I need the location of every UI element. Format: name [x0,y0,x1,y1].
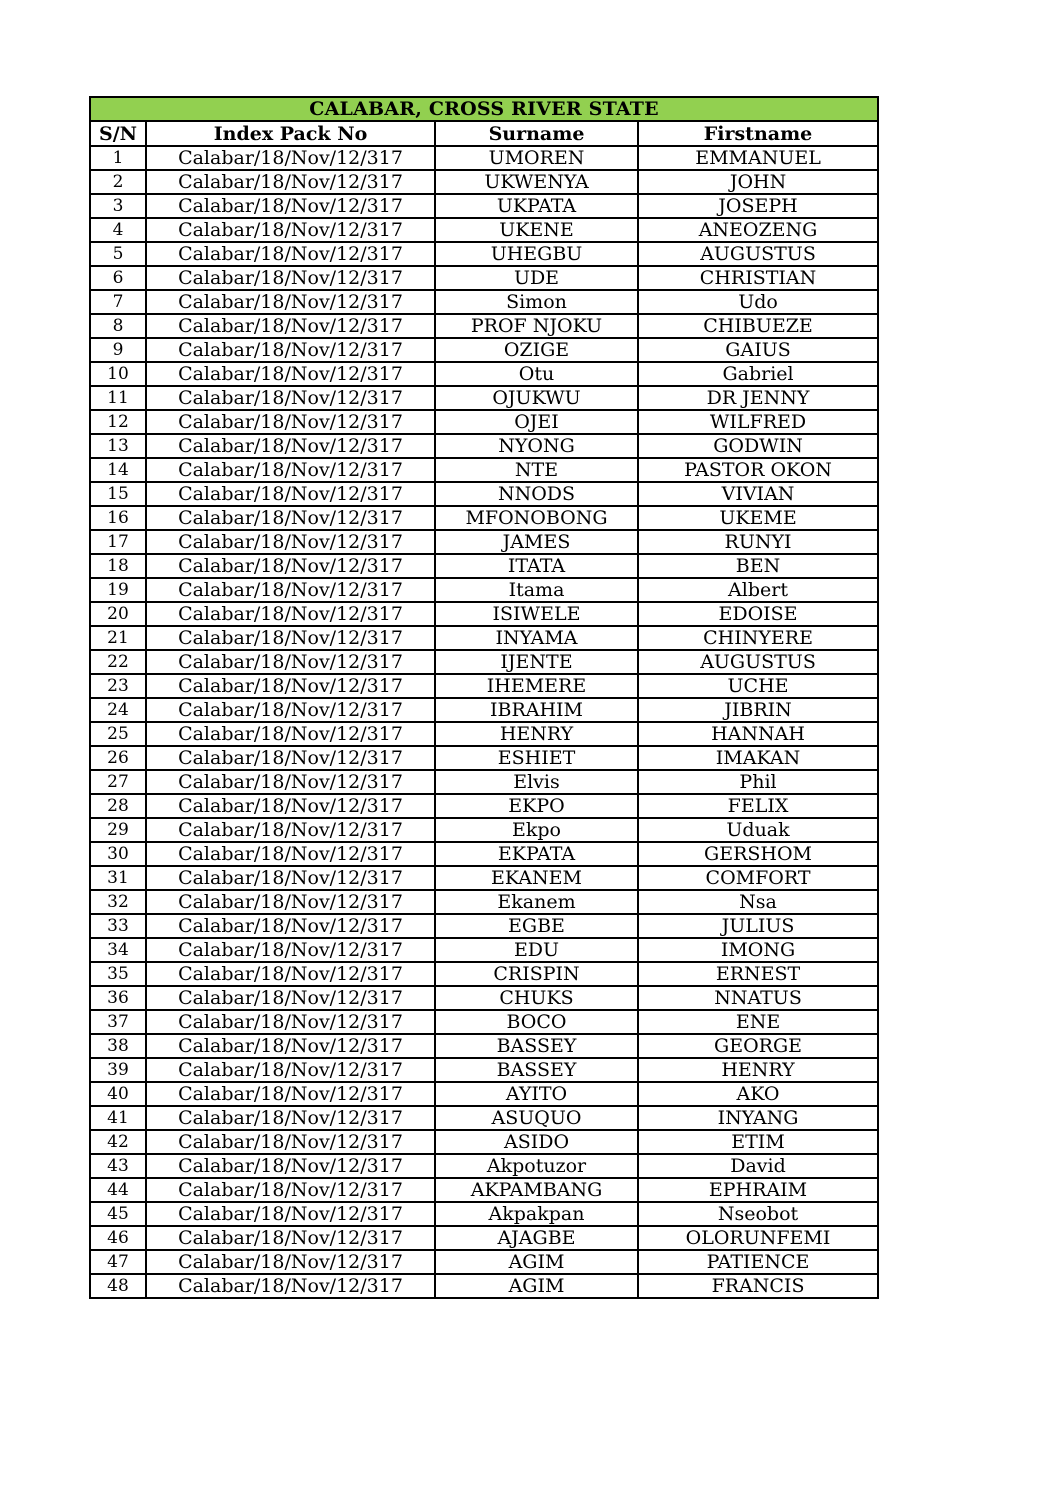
table-row [90,314,878,338]
cell-sn: 28 [90,794,146,818]
cell-firstname: FELIX [638,794,878,818]
table-row [90,146,878,170]
column-header-sn: S/N [90,121,146,146]
table-row [90,842,878,866]
cell-sn: 41 [90,1106,146,1130]
cell-sn: 5 [90,242,146,266]
cell-index-pack-no: Calabar/18/Nov/12/317 [146,362,435,386]
cell-surname: PROF NJOKU [435,314,638,338]
cell-firstname: FRANCIS [638,1274,878,1298]
cell-index-pack-no: Calabar/18/Nov/12/317 [146,842,435,866]
cell-surname: ASIDO [435,1130,638,1154]
cell-index-pack-no: Calabar/18/Nov/12/317 [146,578,435,602]
table-row [90,458,878,482]
cell-index-pack-no: Calabar/18/Nov/12/317 [146,818,435,842]
table-row [90,554,878,578]
cell-surname: OJEI [435,410,638,434]
cell-surname: Elvis [435,770,638,794]
cell-surname: Ekanem [435,890,638,914]
column-header-firstname: Firstname [638,121,878,146]
cell-sn: 4 [90,218,146,242]
cell-firstname: IMONG [638,938,878,962]
cell-firstname: VIVIAN [638,482,878,506]
table-row [90,1202,878,1226]
table-row [90,1130,878,1154]
cell-index-pack-no: Calabar/18/Nov/12/317 [146,890,435,914]
cell-surname: AGIM [435,1274,638,1298]
cell-index-pack-no: Calabar/18/Nov/12/317 [146,1274,435,1298]
cell-index-pack-no: Calabar/18/Nov/12/317 [146,170,435,194]
table-row [90,266,878,290]
cell-firstname: Nsa [638,890,878,914]
cell-sn: 29 [90,818,146,842]
table-row [90,866,878,890]
table-row [90,410,878,434]
cell-sn: 27 [90,770,146,794]
cell-firstname: ERNEST [638,962,878,986]
cell-firstname: OLORUNFEMI [638,1226,878,1250]
table-row [90,746,878,770]
cell-index-pack-no: Calabar/18/Nov/12/317 [146,698,435,722]
cell-firstname: GAIUS [638,338,878,362]
cell-index-pack-no: Calabar/18/Nov/12/317 [146,242,435,266]
cell-index-pack-no: Calabar/18/Nov/12/317 [146,914,435,938]
table-row [90,386,878,410]
table-row [90,482,878,506]
table-row [90,986,878,1010]
cell-firstname: JIBRIN [638,698,878,722]
cell-surname: EKANEM [435,866,638,890]
cell-firstname: HANNAH [638,722,878,746]
table-row [90,818,878,842]
cell-sn: 19 [90,578,146,602]
cell-surname: Itama [435,578,638,602]
table-row [90,290,878,314]
cell-firstname: JOSEPH [638,194,878,218]
cell-firstname: IMAKAN [638,746,878,770]
cell-index-pack-no: Calabar/18/Nov/12/317 [146,1082,435,1106]
cell-firstname: EMMANUEL [638,146,878,170]
cell-index-pack-no: Calabar/18/Nov/12/317 [146,986,435,1010]
cell-sn: 22 [90,650,146,674]
cell-sn: 8 [90,314,146,338]
cell-surname: UKENE [435,218,638,242]
cell-surname: BOCO [435,1010,638,1034]
cell-index-pack-no: Calabar/18/Nov/12/317 [146,266,435,290]
cell-sn: 10 [90,362,146,386]
cell-sn: 2 [90,170,146,194]
cell-sn: 9 [90,338,146,362]
cell-firstname: BEN [638,554,878,578]
cell-firstname: David [638,1154,878,1178]
cell-sn: 20 [90,602,146,626]
table-row [90,506,878,530]
cell-surname: OJUKWU [435,386,638,410]
table-row [90,1010,878,1034]
cell-firstname: JOHN [638,170,878,194]
column-header-index-pack-no: Index Pack No [146,121,435,146]
cell-sn: 25 [90,722,146,746]
cell-index-pack-no: Calabar/18/Nov/12/317 [146,434,435,458]
cell-sn: 32 [90,890,146,914]
cell-sn: 45 [90,1202,146,1226]
table-body [90,146,878,1298]
table-row [90,962,878,986]
cell-sn: 23 [90,674,146,698]
data-table [89,96,879,1299]
cell-firstname: GERSHOM [638,842,878,866]
cell-sn: 31 [90,866,146,890]
cell-index-pack-no: Calabar/18/Nov/12/317 [146,770,435,794]
table-row [90,242,878,266]
cell-sn: 7 [90,290,146,314]
cell-index-pack-no: Calabar/18/Nov/12/317 [146,314,435,338]
cell-index-pack-no: Calabar/18/Nov/12/317 [146,290,435,314]
cell-sn: 18 [90,554,146,578]
cell-index-pack-no: Calabar/18/Nov/12/317 [146,458,435,482]
table-row [90,1274,878,1298]
cell-surname: IBRAHIM [435,698,638,722]
cell-surname: HENRY [435,722,638,746]
cell-index-pack-no: Calabar/18/Nov/12/317 [146,194,435,218]
cell-surname: AYITO [435,1082,638,1106]
cell-firstname: ETIM [638,1130,878,1154]
table-row [90,1034,878,1058]
table-row [90,1178,878,1202]
cell-index-pack-no: Calabar/18/Nov/12/317 [146,1130,435,1154]
cell-firstname: RUNYI [638,530,878,554]
cell-sn: 13 [90,434,146,458]
cell-index-pack-no: Calabar/18/Nov/12/317 [146,1106,435,1130]
cell-index-pack-no: Calabar/18/Nov/12/317 [146,602,435,626]
table-row [90,578,878,602]
cell-index-pack-no: Calabar/18/Nov/12/317 [146,1034,435,1058]
cell-surname: UKWENYA [435,170,638,194]
cell-index-pack-no: Calabar/18/Nov/12/317 [146,554,435,578]
table-row [90,218,878,242]
cell-surname: BASSEY [435,1034,638,1058]
cell-index-pack-no: Calabar/18/Nov/12/317 [146,650,435,674]
cell-surname: NYONG [435,434,638,458]
cell-firstname: Nseobot [638,1202,878,1226]
cell-firstname: AUGUSTUS [638,242,878,266]
table-row [90,1058,878,1082]
cell-surname: BASSEY [435,1058,638,1082]
cell-firstname: CHINYERE [638,626,878,650]
cell-index-pack-no: Calabar/18/Nov/12/317 [146,482,435,506]
cell-index-pack-no: Calabar/18/Nov/12/317 [146,626,435,650]
table-row [90,338,878,362]
title-row [90,97,878,121]
table-row [90,1154,878,1178]
table-row [90,890,878,914]
cell-surname: IJENTE [435,650,638,674]
table-row [90,650,878,674]
column-header-surname: Surname [435,121,638,146]
cell-surname: AJAGBE [435,1226,638,1250]
cell-surname: MFONOBONG [435,506,638,530]
cell-index-pack-no: Calabar/18/Nov/12/317 [146,218,435,242]
cell-index-pack-no: Calabar/18/Nov/12/317 [146,1202,435,1226]
cell-firstname: JULIUS [638,914,878,938]
cell-firstname: AKO [638,1082,878,1106]
cell-sn: 1 [90,146,146,170]
header-row [90,121,878,146]
cell-firstname: WILFRED [638,410,878,434]
table-row [90,1250,878,1274]
cell-firstname: AUGUSTUS [638,650,878,674]
cell-firstname: UCHE [638,674,878,698]
cell-index-pack-no: Calabar/18/Nov/12/317 [146,1154,435,1178]
table-row [90,1106,878,1130]
cell-index-pack-no: Calabar/18/Nov/12/317 [146,146,435,170]
cell-sn: 6 [90,266,146,290]
cell-sn: 42 [90,1130,146,1154]
cell-surname: UMOREN [435,146,638,170]
table-row [90,530,878,554]
cell-firstname: COMFORT [638,866,878,890]
cell-sn: 30 [90,842,146,866]
cell-firstname: PASTOR OKON [638,458,878,482]
cell-surname: ITATA [435,554,638,578]
cell-index-pack-no: Calabar/18/Nov/12/317 [146,722,435,746]
cell-sn: 21 [90,626,146,650]
cell-firstname: CHIBUEZE [638,314,878,338]
cell-surname: OZIGE [435,338,638,362]
cell-surname: Akpotuzor [435,1154,638,1178]
table-row [90,434,878,458]
cell-firstname: NNATUS [638,986,878,1010]
cell-firstname: HENRY [638,1058,878,1082]
cell-index-pack-no: Calabar/18/Nov/12/317 [146,938,435,962]
cell-sn: 24 [90,698,146,722]
cell-index-pack-no: Calabar/18/Nov/12/317 [146,386,435,410]
cell-surname: UDE [435,266,638,290]
cell-index-pack-no: Calabar/18/Nov/12/317 [146,338,435,362]
cell-index-pack-no: Calabar/18/Nov/12/317 [146,746,435,770]
cell-surname: UKPATA [435,194,638,218]
cell-firstname: GEORGE [638,1034,878,1058]
table-row [90,938,878,962]
cell-firstname: EDOISE [638,602,878,626]
cell-sn: 14 [90,458,146,482]
cell-firstname: GODWIN [638,434,878,458]
table-row [90,698,878,722]
cell-surname: NTE [435,458,638,482]
cell-firstname: Uduak [638,818,878,842]
cell-index-pack-no: Calabar/18/Nov/12/317 [146,962,435,986]
cell-firstname: UKEME [638,506,878,530]
cell-surname: EKPATA [435,842,638,866]
cell-index-pack-no: Calabar/18/Nov/12/317 [146,1250,435,1274]
table-row [90,626,878,650]
cell-sn: 12 [90,410,146,434]
table-title: CALABAR, CROSS RIVER STATE [90,97,878,121]
cell-sn: 17 [90,530,146,554]
cell-index-pack-no: Calabar/18/Nov/12/317 [146,1178,435,1202]
cell-index-pack-no: Calabar/18/Nov/12/317 [146,866,435,890]
cell-index-pack-no: Calabar/18/Nov/12/317 [146,1058,435,1082]
cell-sn: 16 [90,506,146,530]
cell-index-pack-no: Calabar/18/Nov/12/317 [146,794,435,818]
cell-index-pack-no: Calabar/18/Nov/12/317 [146,410,435,434]
cell-surname: EDU [435,938,638,962]
table-row [90,794,878,818]
cell-surname: AKPAMBANG [435,1178,638,1202]
cell-firstname: ANEOZENG [638,218,878,242]
cell-index-pack-no: Calabar/18/Nov/12/317 [146,506,435,530]
cell-firstname: PATIENCE [638,1250,878,1274]
cell-surname: EKPO [435,794,638,818]
cell-surname: JAMES [435,530,638,554]
cell-surname: Otu [435,362,638,386]
table-row [90,722,878,746]
table-row [90,674,878,698]
cell-firstname: EPHRAIM [638,1178,878,1202]
table-row [90,770,878,794]
cell-sn: 40 [90,1082,146,1106]
cell-surname: INYAMA [435,626,638,650]
cell-surname: UHEGBU [435,242,638,266]
cell-sn: 38 [90,1034,146,1058]
cell-firstname: CHRISTIAN [638,266,878,290]
table-row [90,170,878,194]
cell-firstname: INYANG [638,1106,878,1130]
cell-firstname: Gabriel [638,362,878,386]
cell-surname: Akpakpan [435,1202,638,1226]
cell-firstname: Udo [638,290,878,314]
cell-sn: 15 [90,482,146,506]
cell-surname: Simon [435,290,638,314]
cell-surname: ESHIET [435,746,638,770]
cell-surname: AGIM [435,1250,638,1274]
cell-surname: NNODS [435,482,638,506]
cell-sn: 35 [90,962,146,986]
cell-index-pack-no: Calabar/18/Nov/12/317 [146,674,435,698]
cell-sn: 43 [90,1154,146,1178]
cell-sn: 26 [90,746,146,770]
cell-sn: 34 [90,938,146,962]
cell-index-pack-no: Calabar/18/Nov/12/317 [146,1010,435,1034]
cell-firstname: Albert [638,578,878,602]
cell-surname: ASUQUO [435,1106,638,1130]
cell-sn: 46 [90,1226,146,1250]
table-row [90,1082,878,1106]
cell-firstname: ENE [638,1010,878,1034]
cell-surname: CRISPIN [435,962,638,986]
cell-sn: 44 [90,1178,146,1202]
cell-sn: 39 [90,1058,146,1082]
cell-sn: 33 [90,914,146,938]
cell-index-pack-no: Calabar/18/Nov/12/317 [146,1226,435,1250]
cell-surname: CHUKS [435,986,638,1010]
cell-sn: 11 [90,386,146,410]
cell-sn: 3 [90,194,146,218]
table-row [90,602,878,626]
cell-sn: 47 [90,1250,146,1274]
cell-sn: 48 [90,1274,146,1298]
table-row [90,362,878,386]
cell-surname: ISIWELE [435,602,638,626]
table-row [90,914,878,938]
cell-surname: IHEMERE [435,674,638,698]
cell-surname: EGBE [435,914,638,938]
cell-firstname: DR JENNY [638,386,878,410]
cell-surname: Ekpo [435,818,638,842]
cell-firstname: Phil [638,770,878,794]
cell-sn: 36 [90,986,146,1010]
table-row [90,194,878,218]
table-row [90,1226,878,1250]
cell-sn: 37 [90,1010,146,1034]
cell-index-pack-no: Calabar/18/Nov/12/317 [146,530,435,554]
